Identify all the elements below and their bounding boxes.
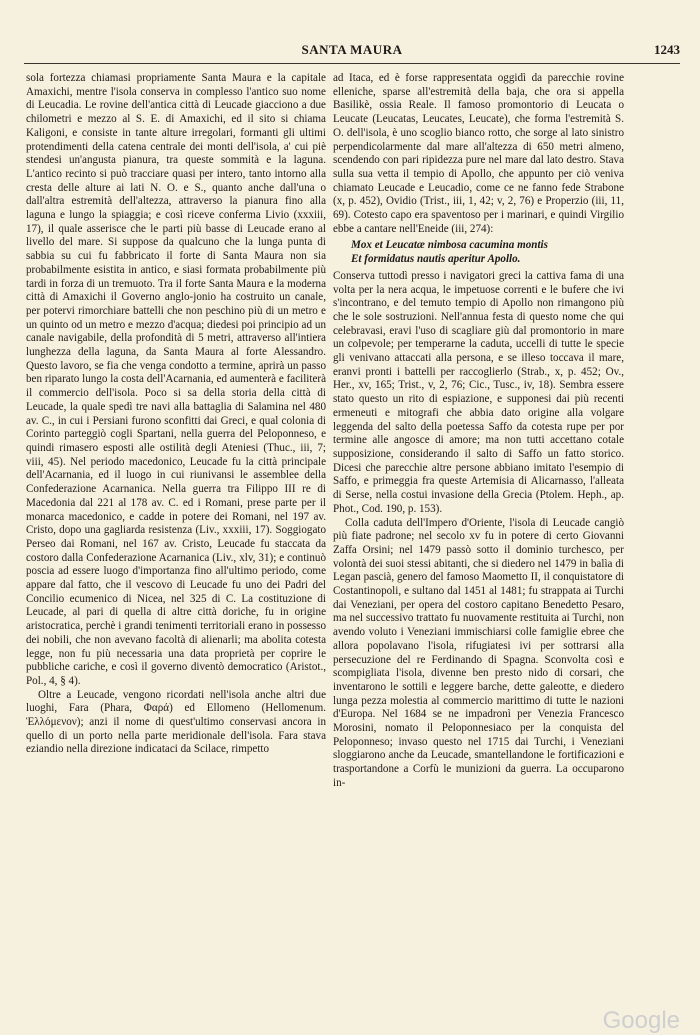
quote-line-2: Et formidatus nautis aperitur Apollo.: [351, 253, 521, 266]
google-watermark: Google: [602, 1007, 680, 1034]
right-paragraph-2: Conserva tuttodì presso i navigatori greci la cattiva fama di una volta per la nera acqua, le impetuose correnti e le bufere che ivi s'incontrano, e del temuto tempio di Apollo non rimangono più che le sole sostruzioni. Nell'annua festa di questo nome che qui celebravasi, eravi l'uso di scagliare giù dal promontorio in mare un colpevole; per temperarne la caduta, uccelli di tutte le specie gli venivano attaccati alla persona, e se illeso toccava il mare, eranvi pronti i battelli per raccoglierlo (Strab., x, p. 452; Ov., Her., xv, 165; Trist., v, 2, 76; Cic., Tusc., iv, 18). Sembra essere stato questo un rito di espiazione, e supponesi dai più recenti ermeneuti e mitografi che abbia dato origine alla volgare leggenda del salto della poetessa Saffo da cotesta rupe per por termine alle angosce di amore; ma non tutti accettano cotale supposizione, considerando il salto di Saffo un fatto storico. Dicesi che parecchie altre persone abbiano imitato l'esempio di Saffo, e primeggia fra queste Artemisia di Alicarnasso, l'alleata di Serse, nella costui invasione della Grecia (Ptolem. Heph., ap. Phot., Cod. 190, p. 153).: [333, 269, 624, 515]
left-paragraph-1: sola fortezza chiamasi propriamente Santa Maura e la capitale Amaxichi, mentre l'isola conserva in complesso l'antico suo nome di Leucadia. Le rovine dell'antica città di Leucade giacciono a due chilometri e mezzo al S. E. di Amaxichi, ed il sito si chiama Kaligoni, e consiste in tante alture irregolari, formanti gli ultimi protendimenti della catena centrale dei monti dell'isola, a' cui piè stendesi un'angusta pianura, tra queste sommità e la laguna. L'antico recinto si può tracciare quasi per intero, tanto intorno alla cresta delle alture ai lati N. O. e S., quanto anche dall'una o dall'altra estremità dell'altezza, attraverso la pianura fino alla laguna e lungo la spiaggia; e così riceve conferma Livio (xxxiii, 17), il quale asserisce che le parti più basse di Leucade erano al livello del mare. Si suppose da qualcuno che la lunga punta di sabbia su cui fu fabbricato il forte di Santa Maura non sia probabilmente esistita in antico, e siasi formata probabilmente più tardi in forza di un tremuoto. Tra il forte Santa Maura e la moderna città di Amaxichi il Governo anglo-jonio ha costruito un canale, per potervi rimorchiare battelli che non peschino più di un metro e un quinto od un metro e mezzo d'acqua; diedesi poi principio ad un canale navigabile, della profondità di 5 metri, attraverso all'intiera lunghezza della laguna, da Santa Maura al forte Alessandro. Questo lavoro, se fia che venga condotto a termine, aprirà un passo ben riparato lungo la costa dell'Acarnania, ed aumenterà e faciliterà il commercio dell'isola. Poco si sa della storia della città di Leucade, la quale spedì tre navi alla battaglia di Salamina nel 480 av. C., in cui i Persiani furono sconfitti dai Greci, e qual colonia di Corinto parteggiò cogli Spartani, nella guerra del Peloponneso, e quindi rimasero esposti alle ostilità degli Ateniesi (Thuc., iii, 7; viii, 45). Nel periodo macedonico, Leucade fu la città principale dell'Acarnania, ed il luogo in cui riunivansi le assemblee della Confederazione Acarnanica. Nella guerra tra Filippo III re di Macedonia dal 221 al 178 av. C. ed i Romani, prese parte per il monarca macedonico, e cadde in potere dei Romani, nel 197 av. Cristo, dopo una gagliarda resistenza (Liv., xxxiii, 17). Soggiogato Perseo dai Romani, nel 167 av. Cristo, Leucade fu staccata da costoro dalla Confederazione Acarnanica (Liv., xlv, 31); e continuò poscia ad essere luogo d'importanza fino all'ultimo periodo, come appare dal fatto, che il vescovo di Leucade fu uno dei Padri del Concilio ecumenico di Nicea, nel 325 di C. La costituzione di Leucade, al pari di quella di altre città doriche, fu in origine aristocratica, perchè i grandi tenimenti territoriali erano in possesso dei nobili, che non avevano facoltà di alienarli; ma abolita cotesta legge, non fu più necessaria una data proprietà per coprire le pubbliche cariche, e così il governo diventò democratico (Aristot., Pol., 4, § 4).: [26, 72, 326, 687]
quote-line-1: Mox et Leucatæ nimbosa cacumina montis: [351, 239, 548, 252]
right-column: [333, 72, 624, 791]
page-title: SANTA MAURA: [301, 42, 403, 57]
page-number: 1243: [654, 42, 680, 57]
left-column: [26, 72, 326, 757]
right-paragraph-1: ad Itaca, ed è forse rappresentata oggidì da parecchie rovine elleniche, sparse all'estremità della baja, che ora si appella Basilikè, ossia Reale. Il famoso promontorio di Leucata o Leucate (Leucatas, Leucates, Leucate), che forma l'estremità S. O. dell'isola, è uno scoglio bianco rotto, che sorge al lato sinistro perpendicolarmente dal mare all'altezza di 650 metri almeno, scendendo con pari ripidezza pure nel mare dal lato destro. Stava sulla sua vetta il tempio di Apollo, che appunto per ciò veniva chiamato Leucade e Leucadio, come ce ne fanno fede Strabone (x, p. 452), Ovidio (Trist., iii, 1, 42; v, 2, 76) e Properzio (iii, 11, 69). Cotesto capo era spaventoso per i marinari, e quindi Virgilio ebbe a cantare nell'Eneide (iii, 274):: [333, 72, 624, 235]
right-paragraph-3: Colla caduta dell'Impero d'Oriente, l'isola di Leucade cangiò più fiate padrone; nel secolo xv fu in potere di certo Giovanni Zaffa Orsini; nel 1479 passò sotto il dominio turchesco, per volontà dei suoi stessi abitanti, che si diedero nel 1479 in balìa di Legan pascià, genero del famoso Maometto II, il conquistatore di Costantinopoli, e sultano dal 1451 al 1481; fu strappata ai Turchi dai Veneziani, per opera del costoro capitano Benedetto Pesaro, ma nel successivo trattato fu nuovamente restituita ai Turchi, non avendo voluto i Veneziani immischiarsi colle famiglie ebree che allora popolavano l'isola, rifugiatesi ivi per sottrarsi alla persecuzione del re Ferdinando di Spagna. Sconvolta così e scompigliata l'isola, divenne ben presto nido di corsari, che inventarono le sottili e leggere barche, dette galeotte, e diedero lunga pezza molestia al commercio marittimo di tutte le nazioni d'Europa. Nel 1684 se ne impadronì per Venezia Francesco Morosini, nomato il Peloponnesiaco per la conquista del Peloponneso; invaso questo nel 1715 dai Turchi, i Veneziani sloggiarono anche da Leucade, smantellandone le fortificazioni e trasportandone a Corfù le munizioni da guerra. La occuparono in-: [333, 516, 624, 789]
running-header: [24, 42, 680, 62]
header-rule: [24, 63, 680, 64]
virgil-quote: [351, 239, 624, 266]
left-paragraph-2: Oltre a Leucade, vengono ricordati nell'isola anche altri due luoghi, Fara (Phara, Φαρά) ed Ellomeno (Hellomenum. Ἑλλόμενον); anzi il nome di quest'ultimo conservasi ancora in quello di un porto nella parte meridionale dell'isola. Fara stava eziandio nella direzione indicataci da Scilace, rimpetto: [26, 688, 326, 756]
